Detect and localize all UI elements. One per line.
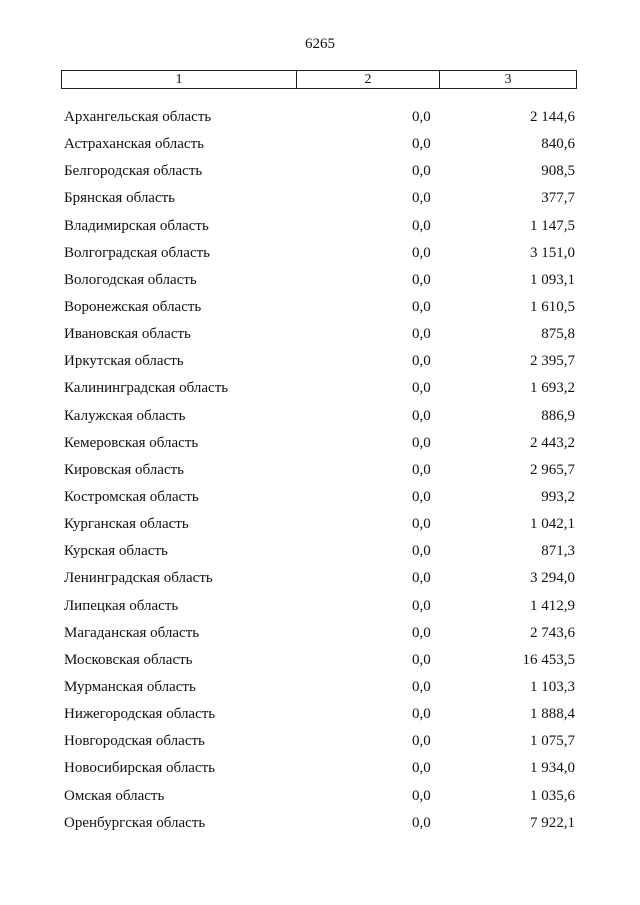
col3-value: 3 294,0: [530, 570, 575, 587]
table-row: [0, 432, 640, 459]
table-header: [61, 70, 577, 89]
region-name: Оренбургская область: [64, 814, 206, 831]
col3-value: 1 042,1: [530, 516, 575, 533]
col3-value: 2 743,6: [530, 624, 575, 641]
col2-value: 0,0: [412, 814, 431, 831]
table-row: [0, 567, 640, 594]
col3-value: 377,7: [541, 190, 575, 207]
col3-value: 1 412,9: [530, 597, 575, 614]
table-row: [0, 269, 640, 296]
col2-value: 0,0: [412, 380, 431, 397]
region-name: Воронежская область: [64, 298, 202, 315]
col3-value: 2 144,6: [530, 109, 575, 125]
col2-value: 0,0: [412, 271, 431, 288]
table-row: [0, 187, 640, 214]
col3-value: 1 147,5: [530, 217, 575, 234]
col3-value: 2 443,2: [530, 434, 575, 451]
region-name: Ивановская область: [64, 326, 191, 343]
region-name: Брянская область: [64, 190, 176, 207]
region-name: Мурманская область: [64, 678, 196, 695]
region-name: Калужская область: [64, 407, 186, 424]
region-name: Белгородская область: [64, 163, 203, 180]
table-row: [0, 106, 640, 133]
table-row: [0, 513, 640, 540]
table-row: [0, 377, 640, 404]
table-row: [0, 676, 640, 703]
col3-value: 3 151,0: [530, 244, 575, 261]
region-name: Волгоградская область: [64, 244, 210, 261]
header-col-1: 1: [62, 71, 297, 88]
col2-value: 0,0: [412, 434, 431, 451]
region-name: Ленинградская область: [64, 570, 213, 587]
col3-value: 908,5: [541, 163, 575, 180]
col2-value: 0,0: [412, 407, 431, 424]
col2-value: 0,0: [412, 706, 431, 723]
table-row: [0, 296, 640, 323]
col3-value: 875,8: [541, 326, 575, 343]
table-row: [0, 160, 640, 187]
col2-value: 0,0: [412, 461, 431, 478]
region-name: Нижегородская область: [64, 706, 216, 723]
col3-value: 840,6: [541, 136, 575, 153]
col3-value: 1 093,1: [530, 271, 575, 288]
region-name: Новгородская область: [64, 733, 205, 750]
table-row: [0, 405, 640, 432]
table-row: [0, 133, 640, 160]
col2-value: 0,0: [412, 651, 431, 668]
page-number: 6265: [305, 36, 335, 52]
col2-value: 0,0: [412, 733, 431, 750]
col3-value: 1 693,2: [530, 380, 575, 397]
col2-value: 0,0: [412, 570, 431, 587]
table-row: [0, 622, 640, 649]
table-row: [0, 785, 640, 812]
table-row: [0, 215, 640, 242]
col2-value: 0,0: [412, 326, 431, 343]
col2-value: 0,0: [412, 136, 431, 153]
table-row: [0, 540, 640, 567]
table-row: [0, 730, 640, 757]
region-name: Владимирская область: [64, 217, 209, 234]
col2-value: 0,0: [412, 353, 431, 370]
col2-value: 0,0: [412, 624, 431, 641]
col3-value: 16 453,5: [522, 651, 575, 668]
table-row: [0, 486, 640, 513]
col2-value: 0,0: [412, 109, 431, 125]
region-name: Вологодская область: [64, 271, 197, 288]
col2-value: 0,0: [412, 163, 431, 180]
col3-value: 993,2: [541, 488, 575, 505]
table-row: [0, 812, 640, 839]
table-row: [0, 350, 640, 377]
region-name: Костромская область: [64, 488, 199, 505]
col3-value: 1 103,3: [530, 678, 575, 695]
table-row: [0, 649, 640, 676]
col3-value: 1 035,6: [530, 787, 575, 804]
col2-value: 0,0: [412, 190, 431, 207]
col2-value: 0,0: [412, 678, 431, 695]
region-name: Новосибирская область: [64, 760, 216, 777]
table-body: [0, 106, 640, 839]
table-row: [0, 323, 640, 350]
table-row: [0, 757, 640, 784]
region-name: Московская область: [64, 651, 193, 668]
region-name: Калининградская область: [64, 380, 229, 397]
col2-value: 0,0: [412, 597, 431, 614]
col3-value: 2 395,7: [530, 353, 575, 370]
region-name: Архангельская область: [64, 109, 212, 125]
region-name: Липецкая область: [64, 597, 179, 614]
col3-value: 871,3: [541, 543, 575, 560]
col2-value: 0,0: [412, 244, 431, 261]
region-name: Омская область: [64, 787, 165, 804]
col2-value: 0,0: [412, 488, 431, 505]
col3-value: 2 965,7: [530, 461, 575, 478]
col2-value: 0,0: [412, 217, 431, 234]
region-name: Курганская область: [64, 516, 189, 533]
header-col-2: 2: [297, 71, 440, 88]
col3-value: 1 934,0: [530, 760, 575, 777]
col2-value: 0,0: [412, 543, 431, 560]
col3-value: 886,9: [541, 407, 575, 424]
table-row: [0, 459, 640, 486]
region-name: Кировская область: [64, 461, 185, 478]
region-name: Курская область: [64, 543, 168, 560]
header-col-3: 3: [504, 72, 512, 87]
col3-value: 1 888,4: [530, 706, 575, 723]
table-row: [0, 242, 640, 269]
table-row: [0, 703, 640, 730]
region-name: Магаданская область: [64, 624, 200, 641]
region-name: Астраханская область: [64, 136, 204, 153]
col3-value: 7 922,1: [530, 814, 575, 831]
col2-value: 0,0: [412, 516, 431, 533]
col2-value: 0,0: [412, 298, 431, 315]
table-row: [0, 595, 640, 622]
col3-value: 1 610,5: [530, 298, 575, 315]
col2-value: 0,0: [412, 787, 431, 804]
col2-value: 0,0: [412, 760, 431, 777]
col3-value: 1 075,7: [530, 733, 575, 750]
region-name: Иркутская область: [64, 353, 184, 370]
region-name: Кемеровская область: [64, 434, 199, 451]
